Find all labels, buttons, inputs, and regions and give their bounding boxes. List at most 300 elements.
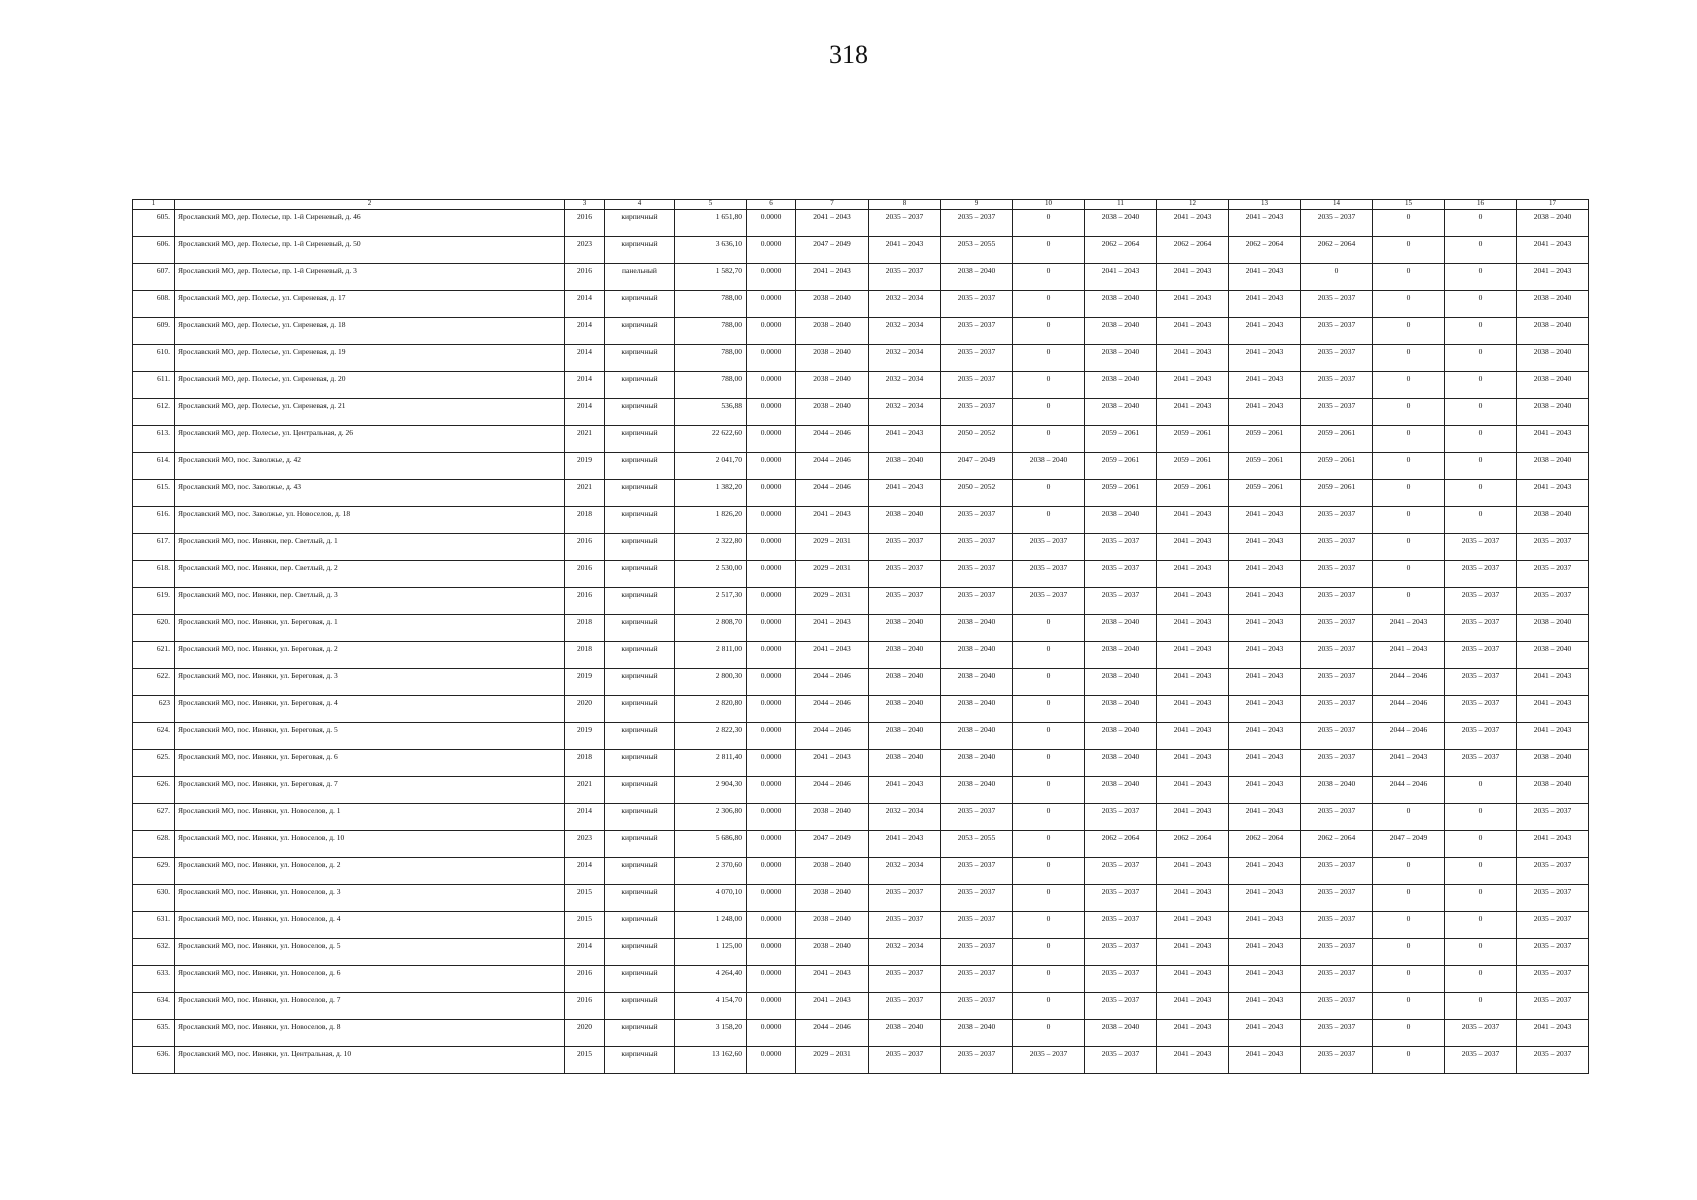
year-cell: 2016 <box>565 210 605 237</box>
wall-material-cell: кирпичный <box>605 885 675 912</box>
period-col7-cell: 2041 – 2043 <box>796 210 869 237</box>
year-cell: 2014 <box>565 804 605 831</box>
period-col16-cell: 0 <box>1445 966 1517 993</box>
period-col10-cell: 0 <box>1013 426 1085 453</box>
address-cell: Ярославский МО, пос. Ивняки, ул. Новоселов, д. 5 <box>175 939 565 966</box>
column-header-13: 13 <box>1229 200 1301 210</box>
table-row <box>133 480 1589 507</box>
wall-material-cell: кирпичный <box>605 399 675 426</box>
row-number-cell: 609. <box>133 318 175 345</box>
period-col7-cell: 2041 – 2043 <box>796 966 869 993</box>
year-cell: 2015 <box>565 885 605 912</box>
table-row <box>133 1020 1589 1047</box>
period-col12-cell: 2041 – 2043 <box>1157 750 1229 777</box>
period-col14-cell: 2035 – 2037 <box>1301 858 1373 885</box>
period-col9-cell: 2035 – 2037 <box>941 399 1013 426</box>
period-col7-cell: 2029 – 2031 <box>796 588 869 615</box>
ratio-cell: 0.0000 <box>747 912 796 939</box>
year-cell: 2018 <box>565 642 605 669</box>
address-cell: Ярославский МО, пос. Ивняки, ул. Береговая, д. 3 <box>175 669 565 696</box>
period-col17-cell: 2035 – 2037 <box>1517 858 1589 885</box>
period-col14-cell: 2035 – 2037 <box>1301 615 1373 642</box>
period-col10-cell: 0 <box>1013 507 1085 534</box>
year-cell: 2018 <box>565 615 605 642</box>
year-cell: 2023 <box>565 831 605 858</box>
period-col14-cell: 2062 – 2064 <box>1301 237 1373 264</box>
period-col10-cell: 0 <box>1013 210 1085 237</box>
schedule-table-container <box>132 199 1584 1074</box>
period-col11-cell: 2038 – 2040 <box>1085 399 1157 426</box>
period-col8-cell: 2035 – 2037 <box>869 588 941 615</box>
period-col14-cell: 2035 – 2037 <box>1301 642 1373 669</box>
ratio-cell: 0.0000 <box>747 723 796 750</box>
period-col13-cell: 2041 – 2043 <box>1229 534 1301 561</box>
year-cell: 2018 <box>565 750 605 777</box>
period-col16-cell: 0 <box>1445 885 1517 912</box>
period-col15-cell: 0 <box>1373 453 1445 480</box>
period-col15-cell: 2044 – 2046 <box>1373 777 1445 804</box>
area-cell: 2 370,60 <box>675 858 747 885</box>
period-col15-cell: 2044 – 2046 <box>1373 723 1445 750</box>
period-col8-cell: 2038 – 2040 <box>869 507 941 534</box>
address-cell: Ярославский МО, пос. Ивняки, пер. Светлый, д. 3 <box>175 588 565 615</box>
period-col15-cell: 0 <box>1373 264 1445 291</box>
period-col13-cell: 2041 – 2043 <box>1229 939 1301 966</box>
year-cell: 2019 <box>565 453 605 480</box>
row-number-cell: 605. <box>133 210 175 237</box>
period-col15-cell: 0 <box>1373 399 1445 426</box>
period-col10-cell: 0 <box>1013 750 1085 777</box>
period-col12-cell: 2041 – 2043 <box>1157 885 1229 912</box>
period-col16-cell: 2035 – 2037 <box>1445 1020 1517 1047</box>
period-col11-cell: 2038 – 2040 <box>1085 750 1157 777</box>
period-col12-cell: 2041 – 2043 <box>1157 642 1229 669</box>
ratio-cell: 0.0000 <box>747 372 796 399</box>
wall-material-cell: кирпичный <box>605 939 675 966</box>
ratio-cell: 0.0000 <box>747 264 796 291</box>
period-col17-cell: 2041 – 2043 <box>1517 723 1589 750</box>
area-cell: 1 248,00 <box>675 912 747 939</box>
period-col8-cell: 2041 – 2043 <box>869 426 941 453</box>
period-col10-cell: 0 <box>1013 345 1085 372</box>
wall-material-cell: кирпичный <box>605 210 675 237</box>
wall-material-cell: кирпичный <box>605 642 675 669</box>
area-cell: 4 264,40 <box>675 966 747 993</box>
address-cell: Ярославский МО, пос. Ивняки, ул. Новоселов, д. 10 <box>175 831 565 858</box>
period-col17-cell: 2035 – 2037 <box>1517 804 1589 831</box>
period-col8-cell: 2032 – 2034 <box>869 399 941 426</box>
period-col17-cell: 2035 – 2037 <box>1517 966 1589 993</box>
period-col14-cell: 2035 – 2037 <box>1301 669 1373 696</box>
period-col11-cell: 2038 – 2040 <box>1085 210 1157 237</box>
table-row <box>133 858 1589 885</box>
column-header-6: 6 <box>747 200 796 210</box>
period-col16-cell: 2035 – 2037 <box>1445 561 1517 588</box>
wall-material-cell: кирпичный <box>605 1047 675 1074</box>
table-row <box>133 993 1589 1020</box>
ratio-cell: 0.0000 <box>747 453 796 480</box>
row-number-cell: 629. <box>133 858 175 885</box>
period-col13-cell: 2041 – 2043 <box>1229 588 1301 615</box>
period-col16-cell: 0 <box>1445 507 1517 534</box>
period-col9-cell: 2035 – 2037 <box>941 507 1013 534</box>
period-col12-cell: 2059 – 2061 <box>1157 453 1229 480</box>
period-col16-cell: 2035 – 2037 <box>1445 696 1517 723</box>
wall-material-cell: кирпичный <box>605 669 675 696</box>
period-col15-cell: 2044 – 2046 <box>1373 696 1445 723</box>
period-col12-cell: 2041 – 2043 <box>1157 777 1229 804</box>
row-number-cell: 608. <box>133 291 175 318</box>
period-col12-cell: 2041 – 2043 <box>1157 588 1229 615</box>
period-col7-cell: 2038 – 2040 <box>796 399 869 426</box>
period-col16-cell: 0 <box>1445 993 1517 1020</box>
period-col14-cell: 0 <box>1301 264 1373 291</box>
table-row <box>133 210 1589 237</box>
area-cell: 1 382,20 <box>675 480 747 507</box>
period-col14-cell: 2035 – 2037 <box>1301 804 1373 831</box>
row-number-cell: 606. <box>133 237 175 264</box>
period-col16-cell: 0 <box>1445 831 1517 858</box>
period-col12-cell: 2041 – 2043 <box>1157 993 1229 1020</box>
period-col14-cell: 2035 – 2037 <box>1301 399 1373 426</box>
period-col10-cell: 0 <box>1013 1020 1085 1047</box>
period-col9-cell: 2038 – 2040 <box>941 750 1013 777</box>
period-col11-cell: 2035 – 2037 <box>1085 912 1157 939</box>
period-col14-cell: 2035 – 2037 <box>1301 939 1373 966</box>
period-col17-cell: 2038 – 2040 <box>1517 345 1589 372</box>
area-cell: 4 070,10 <box>675 885 747 912</box>
period-col14-cell: 2035 – 2037 <box>1301 912 1373 939</box>
period-col16-cell: 2035 – 2037 <box>1445 642 1517 669</box>
row-number-cell: 632. <box>133 939 175 966</box>
period-col17-cell: 2038 – 2040 <box>1517 453 1589 480</box>
period-col9-cell: 2038 – 2040 <box>941 642 1013 669</box>
address-cell: Ярославский МО, пос. Ивняки, ул. Береговая, д. 5 <box>175 723 565 750</box>
period-col13-cell: 2041 – 2043 <box>1229 777 1301 804</box>
year-cell: 2020 <box>565 696 605 723</box>
wall-material-cell: кирпичный <box>605 507 675 534</box>
ratio-cell: 0.0000 <box>747 939 796 966</box>
period-col12-cell: 2041 – 2043 <box>1157 615 1229 642</box>
table-row <box>133 912 1589 939</box>
period-col17-cell: 2038 – 2040 <box>1517 642 1589 669</box>
period-col7-cell: 2038 – 2040 <box>796 885 869 912</box>
period-col13-cell: 2041 – 2043 <box>1229 696 1301 723</box>
period-col13-cell: 2062 – 2064 <box>1229 237 1301 264</box>
period-col11-cell: 2038 – 2040 <box>1085 642 1157 669</box>
address-cell: Ярославский МО, пос. Ивняки, ул. Центральная, д. 10 <box>175 1047 565 1074</box>
period-col8-cell: 2035 – 2037 <box>869 1047 941 1074</box>
period-col10-cell: 0 <box>1013 318 1085 345</box>
year-cell: 2014 <box>565 372 605 399</box>
row-number-cell: 621. <box>133 642 175 669</box>
row-number-cell: 618. <box>133 561 175 588</box>
column-header-9: 9 <box>941 200 1013 210</box>
column-header-1: 1 <box>133 200 175 210</box>
period-col15-cell: 0 <box>1373 372 1445 399</box>
period-col12-cell: 2041 – 2043 <box>1157 912 1229 939</box>
period-col8-cell: 2038 – 2040 <box>869 453 941 480</box>
ratio-cell: 0.0000 <box>747 777 796 804</box>
area-cell: 2 041,70 <box>675 453 747 480</box>
row-number-cell: 616. <box>133 507 175 534</box>
period-col15-cell: 2041 – 2043 <box>1373 615 1445 642</box>
period-col7-cell: 2038 – 2040 <box>796 345 869 372</box>
table-row <box>133 237 1589 264</box>
period-col13-cell: 2041 – 2043 <box>1229 372 1301 399</box>
year-cell: 2021 <box>565 426 605 453</box>
period-col9-cell: 2038 – 2040 <box>941 723 1013 750</box>
period-col16-cell: 2035 – 2037 <box>1445 534 1517 561</box>
ratio-cell: 0.0000 <box>747 669 796 696</box>
period-col12-cell: 2041 – 2043 <box>1157 210 1229 237</box>
period-col13-cell: 2041 – 2043 <box>1229 750 1301 777</box>
table-row <box>133 426 1589 453</box>
period-col13-cell: 2041 – 2043 <box>1229 264 1301 291</box>
period-col13-cell: 2041 – 2043 <box>1229 507 1301 534</box>
row-number-cell: 610. <box>133 345 175 372</box>
row-number-cell: 625. <box>133 750 175 777</box>
period-col9-cell: 2035 – 2037 <box>941 1047 1013 1074</box>
row-number-cell: 623 <box>133 696 175 723</box>
period-col7-cell: 2038 – 2040 <box>796 291 869 318</box>
period-col12-cell: 2059 – 2061 <box>1157 426 1229 453</box>
period-col15-cell: 0 <box>1373 966 1445 993</box>
period-col13-cell: 2041 – 2043 <box>1229 993 1301 1020</box>
period-col15-cell: 0 <box>1373 291 1445 318</box>
period-col8-cell: 2041 – 2043 <box>869 831 941 858</box>
period-col11-cell: 2035 – 2037 <box>1085 966 1157 993</box>
row-number-cell: 630. <box>133 885 175 912</box>
period-col11-cell: 2035 – 2037 <box>1085 534 1157 561</box>
period-col17-cell: 2038 – 2040 <box>1517 210 1589 237</box>
wall-material-cell: кирпичный <box>605 858 675 885</box>
period-col12-cell: 2041 – 2043 <box>1157 1047 1229 1074</box>
period-col11-cell: 2035 – 2037 <box>1085 993 1157 1020</box>
address-cell: Ярославский МО, пос. Ивняки, ул. Новоселов, д. 4 <box>175 912 565 939</box>
period-col13-cell: 2041 – 2043 <box>1229 345 1301 372</box>
period-col15-cell: 0 <box>1373 507 1445 534</box>
period-col12-cell: 2041 – 2043 <box>1157 507 1229 534</box>
column-header-3: 3 <box>565 200 605 210</box>
area-cell: 4 154,70 <box>675 993 747 1020</box>
period-col8-cell: 2035 – 2037 <box>869 264 941 291</box>
row-number-cell: 607. <box>133 264 175 291</box>
period-col9-cell: 2038 – 2040 <box>941 1020 1013 1047</box>
period-col7-cell: 2038 – 2040 <box>796 318 869 345</box>
period-col9-cell: 2035 – 2037 <box>941 858 1013 885</box>
year-cell: 2019 <box>565 723 605 750</box>
period-col10-cell: 2035 – 2037 <box>1013 561 1085 588</box>
period-col7-cell: 2044 – 2046 <box>796 777 869 804</box>
period-col17-cell: 2041 – 2043 <box>1517 237 1589 264</box>
period-col12-cell: 2041 – 2043 <box>1157 399 1229 426</box>
column-header-17: 17 <box>1517 200 1589 210</box>
period-col7-cell: 2038 – 2040 <box>796 912 869 939</box>
period-col14-cell: 2035 – 2037 <box>1301 750 1373 777</box>
table-row <box>133 885 1589 912</box>
period-col8-cell: 2038 – 2040 <box>869 615 941 642</box>
period-col7-cell: 2041 – 2043 <box>796 642 869 669</box>
ratio-cell: 0.0000 <box>747 993 796 1020</box>
period-col15-cell: 0 <box>1373 426 1445 453</box>
period-col14-cell: 2035 – 2037 <box>1301 507 1373 534</box>
period-col15-cell: 0 <box>1373 237 1445 264</box>
period-col11-cell: 2059 – 2061 <box>1085 480 1157 507</box>
period-col7-cell: 2029 – 2031 <box>796 1047 869 1074</box>
period-col17-cell: 2041 – 2043 <box>1517 696 1589 723</box>
address-cell: Ярославский МО, пос. Ивняки, ул. Новоселов, д. 7 <box>175 993 565 1020</box>
period-col10-cell: 0 <box>1013 993 1085 1020</box>
table-row <box>133 669 1589 696</box>
area-cell: 2 800,30 <box>675 669 747 696</box>
period-col10-cell: 0 <box>1013 939 1085 966</box>
period-col8-cell: 2041 – 2043 <box>869 777 941 804</box>
year-cell: 2021 <box>565 777 605 804</box>
period-col8-cell: 2035 – 2037 <box>869 912 941 939</box>
area-cell: 3 158,20 <box>675 1020 747 1047</box>
address-cell: Ярославский МО, пос. Ивняки, пер. Светлый, д. 2 <box>175 561 565 588</box>
period-col14-cell: 2035 – 2037 <box>1301 291 1373 318</box>
year-cell: 2015 <box>565 1047 605 1074</box>
period-col8-cell: 2035 – 2037 <box>869 993 941 1020</box>
period-col15-cell: 2044 – 2046 <box>1373 669 1445 696</box>
period-col13-cell: 2041 – 2043 <box>1229 318 1301 345</box>
period-col11-cell: 2059 – 2061 <box>1085 426 1157 453</box>
address-cell: Ярославский МО, дер. Полесье, ул. Центральная, д. 26 <box>175 426 565 453</box>
period-col14-cell: 2035 – 2037 <box>1301 1047 1373 1074</box>
period-col17-cell: 2038 – 2040 <box>1517 318 1589 345</box>
wall-material-cell: кирпичный <box>605 426 675 453</box>
period-col16-cell: 0 <box>1445 264 1517 291</box>
address-cell: Ярославский МО, дер. Полесье, ул. Сиреневая, д. 20 <box>175 372 565 399</box>
area-cell: 1 651,80 <box>675 210 747 237</box>
period-col12-cell: 2059 – 2061 <box>1157 480 1229 507</box>
period-col9-cell: 2035 – 2037 <box>941 804 1013 831</box>
ratio-cell: 0.0000 <box>747 1047 796 1074</box>
column-header-2: 2 <box>175 200 565 210</box>
period-col10-cell: 0 <box>1013 480 1085 507</box>
wall-material-cell: кирпичный <box>605 237 675 264</box>
period-col10-cell: 0 <box>1013 696 1085 723</box>
period-col13-cell: 2041 – 2043 <box>1229 723 1301 750</box>
period-col8-cell: 2032 – 2034 <box>869 372 941 399</box>
period-col14-cell: 2035 – 2037 <box>1301 723 1373 750</box>
area-cell: 2 530,00 <box>675 561 747 588</box>
period-col12-cell: 2041 – 2043 <box>1157 858 1229 885</box>
period-col13-cell: 2041 – 2043 <box>1229 858 1301 885</box>
area-cell: 2 811,00 <box>675 642 747 669</box>
period-col9-cell: 2053 – 2055 <box>941 831 1013 858</box>
period-col8-cell: 2038 – 2040 <box>869 1020 941 1047</box>
ratio-cell: 0.0000 <box>747 615 796 642</box>
area-cell: 788,00 <box>675 345 747 372</box>
table-row <box>133 318 1589 345</box>
period-col15-cell: 0 <box>1373 480 1445 507</box>
period-col9-cell: 2047 – 2049 <box>941 453 1013 480</box>
period-col14-cell: 2035 – 2037 <box>1301 372 1373 399</box>
wall-material-cell: кирпичный <box>605 291 675 318</box>
year-cell: 2020 <box>565 1020 605 1047</box>
area-cell: 1 125,00 <box>675 939 747 966</box>
period-col14-cell: 2059 – 2061 <box>1301 453 1373 480</box>
address-cell: Ярославский МО, пос. Ивняки, ул. Береговая, д. 1 <box>175 615 565 642</box>
year-cell: 2016 <box>565 966 605 993</box>
period-col17-cell: 2035 – 2037 <box>1517 561 1589 588</box>
ratio-cell: 0.0000 <box>747 291 796 318</box>
year-cell: 2014 <box>565 345 605 372</box>
period-col7-cell: 2047 – 2049 <box>796 831 869 858</box>
period-col15-cell: 0 <box>1373 858 1445 885</box>
period-col8-cell: 2038 – 2040 <box>869 642 941 669</box>
table-row <box>133 588 1589 615</box>
period-col10-cell: 0 <box>1013 264 1085 291</box>
row-number-cell: 627. <box>133 804 175 831</box>
area-cell: 1 582,70 <box>675 264 747 291</box>
period-col7-cell: 2044 – 2046 <box>796 723 869 750</box>
column-number-header-row <box>133 200 1589 210</box>
year-cell: 2023 <box>565 237 605 264</box>
address-cell: Ярославский МО, пос. Ивняки, ул. Новоселов, д. 3 <box>175 885 565 912</box>
ratio-cell: 0.0000 <box>747 750 796 777</box>
ratio-cell: 0.0000 <box>747 426 796 453</box>
period-col9-cell: 2035 – 2037 <box>941 966 1013 993</box>
period-col7-cell: 2044 – 2046 <box>796 696 869 723</box>
table-row <box>133 615 1589 642</box>
period-col13-cell: 2041 – 2043 <box>1229 561 1301 588</box>
column-header-7: 7 <box>796 200 869 210</box>
period-col10-cell: 0 <box>1013 912 1085 939</box>
period-col16-cell: 0 <box>1445 777 1517 804</box>
period-col13-cell: 2062 – 2064 <box>1229 831 1301 858</box>
area-cell: 788,00 <box>675 318 747 345</box>
year-cell: 2014 <box>565 939 605 966</box>
period-col15-cell: 2041 – 2043 <box>1373 642 1445 669</box>
period-col13-cell: 2041 – 2043 <box>1229 1047 1301 1074</box>
period-col17-cell: 2035 – 2037 <box>1517 534 1589 561</box>
period-col10-cell: 0 <box>1013 858 1085 885</box>
address-cell: Ярославский МО, пос. Ивняки, ул. Береговая, д. 6 <box>175 750 565 777</box>
period-col16-cell: 0 <box>1445 858 1517 885</box>
period-col12-cell: 2062 – 2064 <box>1157 237 1229 264</box>
period-col16-cell: 0 <box>1445 912 1517 939</box>
period-col12-cell: 2041 – 2043 <box>1157 264 1229 291</box>
period-col11-cell: 2035 – 2037 <box>1085 1047 1157 1074</box>
period-col7-cell: 2047 – 2049 <box>796 237 869 264</box>
address-cell: Ярославский МО, пос. Заволжье, ул. Новоселов, д. 18 <box>175 507 565 534</box>
table-row <box>133 939 1589 966</box>
period-col13-cell: 2041 – 2043 <box>1229 669 1301 696</box>
page-number: 318 <box>829 40 868 69</box>
address-cell: Ярославский МО, дер. Полесье, ул. Сиреневая, д. 21 <box>175 399 565 426</box>
address-cell: Ярославский МО, дер. Полесье, пр. 1-й Сиреневый, д. 46 <box>175 210 565 237</box>
period-col11-cell: 2038 – 2040 <box>1085 1020 1157 1047</box>
table-body <box>133 200 1589 1074</box>
period-col15-cell: 0 <box>1373 804 1445 831</box>
period-col13-cell: 2041 – 2043 <box>1229 912 1301 939</box>
year-cell: 2016 <box>565 534 605 561</box>
period-col10-cell: 0 <box>1013 804 1085 831</box>
period-col17-cell: 2035 – 2037 <box>1517 1047 1589 1074</box>
period-col10-cell: 2035 – 2037 <box>1013 1047 1085 1074</box>
period-col8-cell: 2035 – 2037 <box>869 885 941 912</box>
period-col9-cell: 2038 – 2040 <box>941 615 1013 642</box>
period-col9-cell: 2035 – 2037 <box>941 345 1013 372</box>
address-cell: Ярославский МО, пос. Ивняки, пер. Светлый, д. 1 <box>175 534 565 561</box>
period-col12-cell: 2062 – 2064 <box>1157 831 1229 858</box>
wall-material-cell: кирпичный <box>605 966 675 993</box>
period-col14-cell: 2062 – 2064 <box>1301 831 1373 858</box>
